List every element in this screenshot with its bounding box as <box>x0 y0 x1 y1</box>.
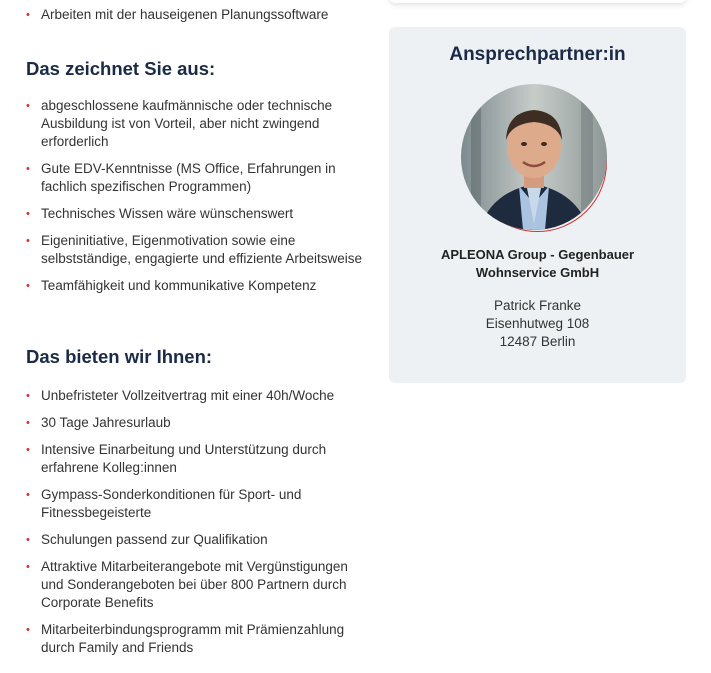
contact-card <box>389 27 686 383</box>
contact-photo-icon <box>461 84 607 230</box>
list-item: • Attraktive Mitarbeiterangebote mit Vergünstigungen und Sonderangeboten bei über 800 Partnern durch Corporate Benefits <box>26 558 366 612</box>
contact-name: Patrick Franke <box>493 298 582 313</box>
contact-heading: Ansprechpartner:in <box>449 44 626 65</box>
list-item: • Eigeninitiative, Eigenmotivation sowie eine selbstständige, engagierte und effiziente Arbeitsweise <box>26 232 366 268</box>
company-line-1: APLEONA Group - Gegenbauer <box>440 247 635 262</box>
list-item: • Arbeiten mit der hauseigenen Planungssoftware <box>26 6 366 24</box>
benefits-heading: Das bieten wir Ihnen: <box>26 346 213 367</box>
list-item: • abgeschlossene kaufmännische oder technische Ausbildung ist von Vorteil, aber nicht zwingend erforderlich <box>26 97 366 151</box>
contact-company <box>389 246 686 282</box>
list-item: • Gympass-Sonderkonditionen für Sport- und Fitnessbegeisterte <box>26 486 366 522</box>
contact-city: 12487 Berlin <box>499 334 576 349</box>
contact-street: Eisenhutweg 108 <box>485 316 590 331</box>
list-item: • Gute EDV-Kenntnisse (MS Office, Erfahrungen in fachlich spezifischen Programmen) <box>26 160 366 196</box>
list-item: • Teamfähigkeit und kommunikative Kompetenz <box>26 277 366 295</box>
list-item: • Unbefristeter Vollzeitvertrag mit einer 40h/Woche <box>26 387 366 405</box>
list-item: • Schulungen passend zur Qualifikation <box>26 531 366 549</box>
requirements-list-tail <box>26 6 366 33</box>
profile-heading: Das zeichnet Sie aus: <box>26 58 216 79</box>
contact-address <box>389 297 686 351</box>
previous-card-edge <box>389 0 686 3</box>
profile-list <box>26 97 366 304</box>
company-line-2: Wohnservice GmbH <box>475 265 600 280</box>
benefits-list <box>26 387 366 666</box>
list-item: • 30 Tage Jahresurlaub <box>26 414 366 432</box>
list-item: • Technisches Wissen wäre wünschenswert <box>26 205 366 223</box>
list-item: • Intensive Einarbeitung und Unterstützung durch erfahrene Kolleg:innen <box>26 441 366 477</box>
avatar <box>461 84 607 230</box>
list-item: • Mitarbeiterbindungsprogramm mit Prämienzahlung durch Family and Friends <box>26 621 366 657</box>
